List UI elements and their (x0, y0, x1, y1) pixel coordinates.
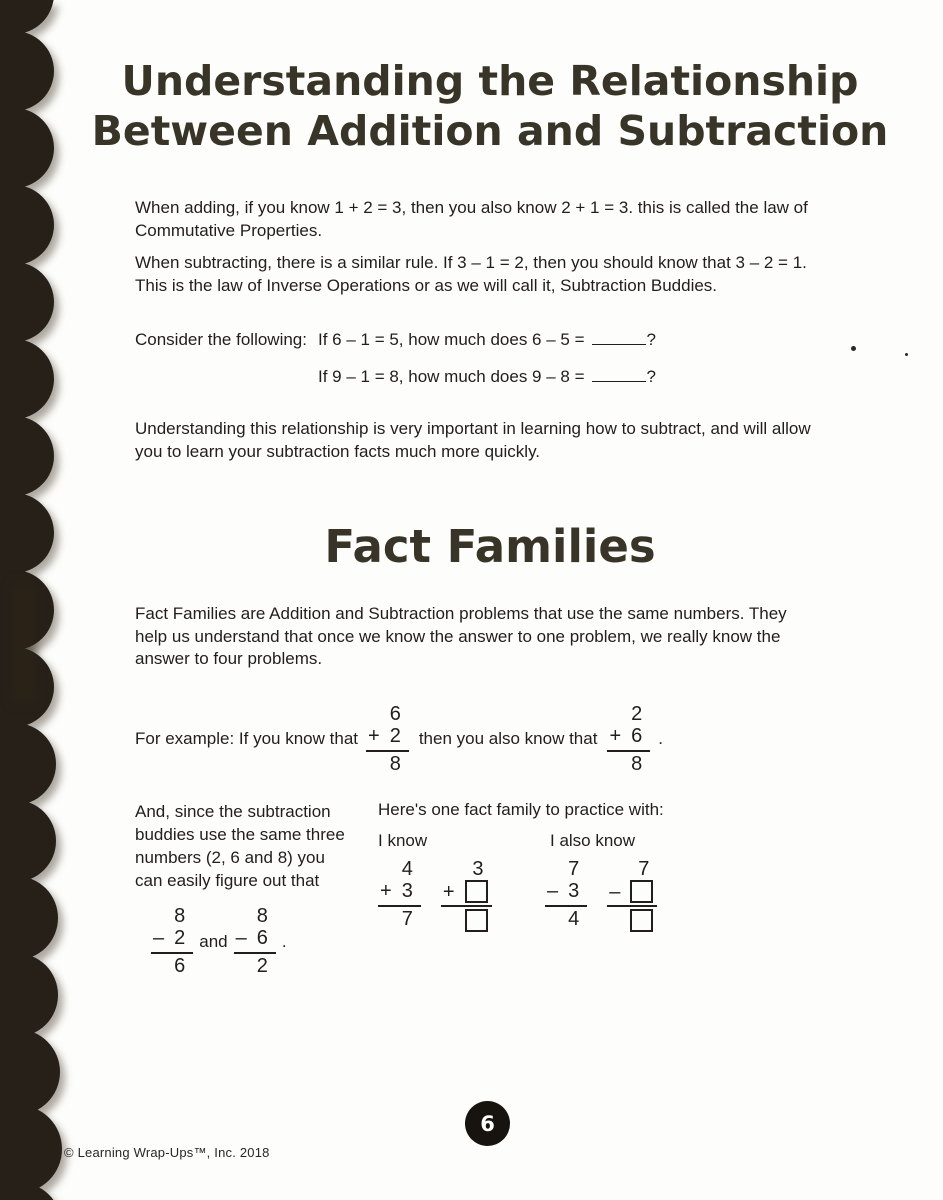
sentence-period: . (281, 931, 287, 951)
text-line: When adding, if you know 1 + 2 = 3, then you also know 2 + 1 = 3. this is called the law of (135, 198, 808, 217)
question-mark: ? (646, 330, 656, 349)
stack-top: 8 (256, 905, 268, 927)
stack-result: 8 (631, 752, 643, 775)
text-line: Commutative Properties. (135, 220, 323, 240)
fact-family-practice-column (378, 800, 880, 977)
stack-addend: 6 (631, 725, 643, 748)
page-title-line1: Understanding the Relationship (121, 57, 859, 105)
paragraph-relationship (135, 418, 835, 463)
text-line: buddies use the same three (135, 825, 345, 844)
stacked-subtraction-7-3 (545, 858, 587, 932)
operator: – (153, 927, 165, 950)
i-know-label: I know (378, 831, 428, 850)
stack-top: 7 (638, 858, 650, 880)
answer-box (465, 909, 488, 932)
text-line: help us understand that once we know the answer to one problem, we really know the (135, 626, 781, 646)
i-also-know-problems (545, 858, 657, 932)
stack-result: 4 (568, 907, 580, 930)
text-line: This is the law of Inverse Operations or as we will call it, Subtraction Buddies. (135, 275, 718, 295)
stack-addend: 3 (401, 880, 413, 903)
stack-addend: 2 (389, 725, 401, 748)
example-row (135, 703, 663, 775)
question-mark: ? (646, 367, 656, 386)
stack-subtrahend: 3 (568, 880, 580, 903)
answer-box (630, 909, 653, 932)
stack-result (441, 907, 492, 931)
operator: + (380, 880, 392, 903)
i-also-know-label: I also know (550, 831, 636, 850)
text-line: And, since the subtraction (135, 802, 331, 821)
answer-blank (592, 330, 646, 345)
text-line: Understanding this relationship is very important in learning how to subtract, and will allow (135, 419, 811, 438)
text-line: you to learn your subtraction facts much more quickly. (135, 441, 541, 461)
example-middle: then you also know that (418, 729, 598, 749)
stacked-addition-4-3 (378, 858, 421, 932)
subtraction-buddies-column (135, 800, 378, 977)
paragraph-fact-families (135, 603, 835, 671)
sentence-period: . (658, 729, 663, 749)
stacked-subtraction-blank (607, 858, 657, 932)
consider-row-1 (135, 330, 855, 350)
text-line: numbers (2, 6 and 8) you (135, 848, 325, 867)
copyright-notice: © Learning Wrap-Ups™, Inc. 2018 (64, 1145, 270, 1160)
consider-question-2 (318, 367, 656, 387)
text-line: answer to four problems. (135, 649, 323, 668)
stack-result: 2 (256, 954, 268, 977)
paragraph-inverse-operations (135, 252, 835, 297)
stack-top: 2 (631, 703, 643, 725)
operator: + (442, 880, 455, 903)
answer-blank (592, 367, 646, 382)
stack-result: 6 (174, 954, 186, 977)
question-text: If 6 – 1 = 5, how much does 6 – 5 = (318, 330, 585, 349)
page-number-badge: 6 (465, 1101, 510, 1146)
page-title (60, 56, 920, 156)
stacked-addition-6-2 (366, 703, 409, 775)
stacked-subtraction-8-6 (234, 905, 276, 977)
example-prefix: For example: If you know that (135, 729, 358, 749)
question-text: If 9 – 1 = 8, how much does 9 – 8 = (318, 367, 585, 386)
consider-question-1 (318, 330, 656, 350)
consider-row-2 (135, 367, 855, 387)
operator: – (547, 880, 559, 903)
operator: + (609, 725, 622, 748)
stacked-subtraction-pair (151, 905, 378, 977)
stack-top: 3 (472, 858, 484, 880)
consider-label: Consider the following: (135, 330, 307, 349)
stacked-addition-2-6 (607, 703, 650, 775)
scan-speck (905, 353, 908, 356)
paragraph-commutative (135, 197, 835, 242)
answer-box (465, 880, 488, 903)
practice-section (135, 800, 880, 977)
practice-heading: Here's one fact family to practice with: (378, 800, 664, 819)
i-know-problems (378, 858, 492, 932)
page-title-line2: Between Addition and Subtraction (91, 107, 889, 156)
text-line: Fact Families are Addition and Subtraction problems that use the same numbers. They (135, 604, 787, 623)
stacked-subtraction-8-2 (151, 905, 193, 977)
text-line: When subtracting, there is a similar rule. If 3 – 1 = 2, then you should know that 3 – 2 = 1. (135, 253, 807, 272)
stack-top: 6 (389, 703, 401, 725)
stack-subtrahend: 2 (174, 927, 186, 950)
joiner-and: and (199, 931, 228, 951)
stack-result: 7 (401, 907, 413, 930)
stack-top: 7 (568, 858, 580, 880)
operator: – (609, 880, 621, 903)
stack-top: 8 (174, 905, 186, 927)
consider-section (135, 330, 855, 387)
stack-result (607, 907, 657, 931)
stack-subtrahend: 6 (256, 927, 268, 950)
operator: – (235, 927, 247, 950)
answer-box (630, 880, 653, 903)
scan-artifact-streak (12, 582, 36, 704)
fact-families-heading: Fact Families (324, 520, 656, 573)
stacked-addition-blank (441, 858, 492, 932)
stack-result: 8 (389, 752, 401, 775)
stack-top: 4 (401, 858, 413, 880)
text-line: can easily figure out that (135, 871, 320, 890)
operator: + (368, 725, 380, 748)
